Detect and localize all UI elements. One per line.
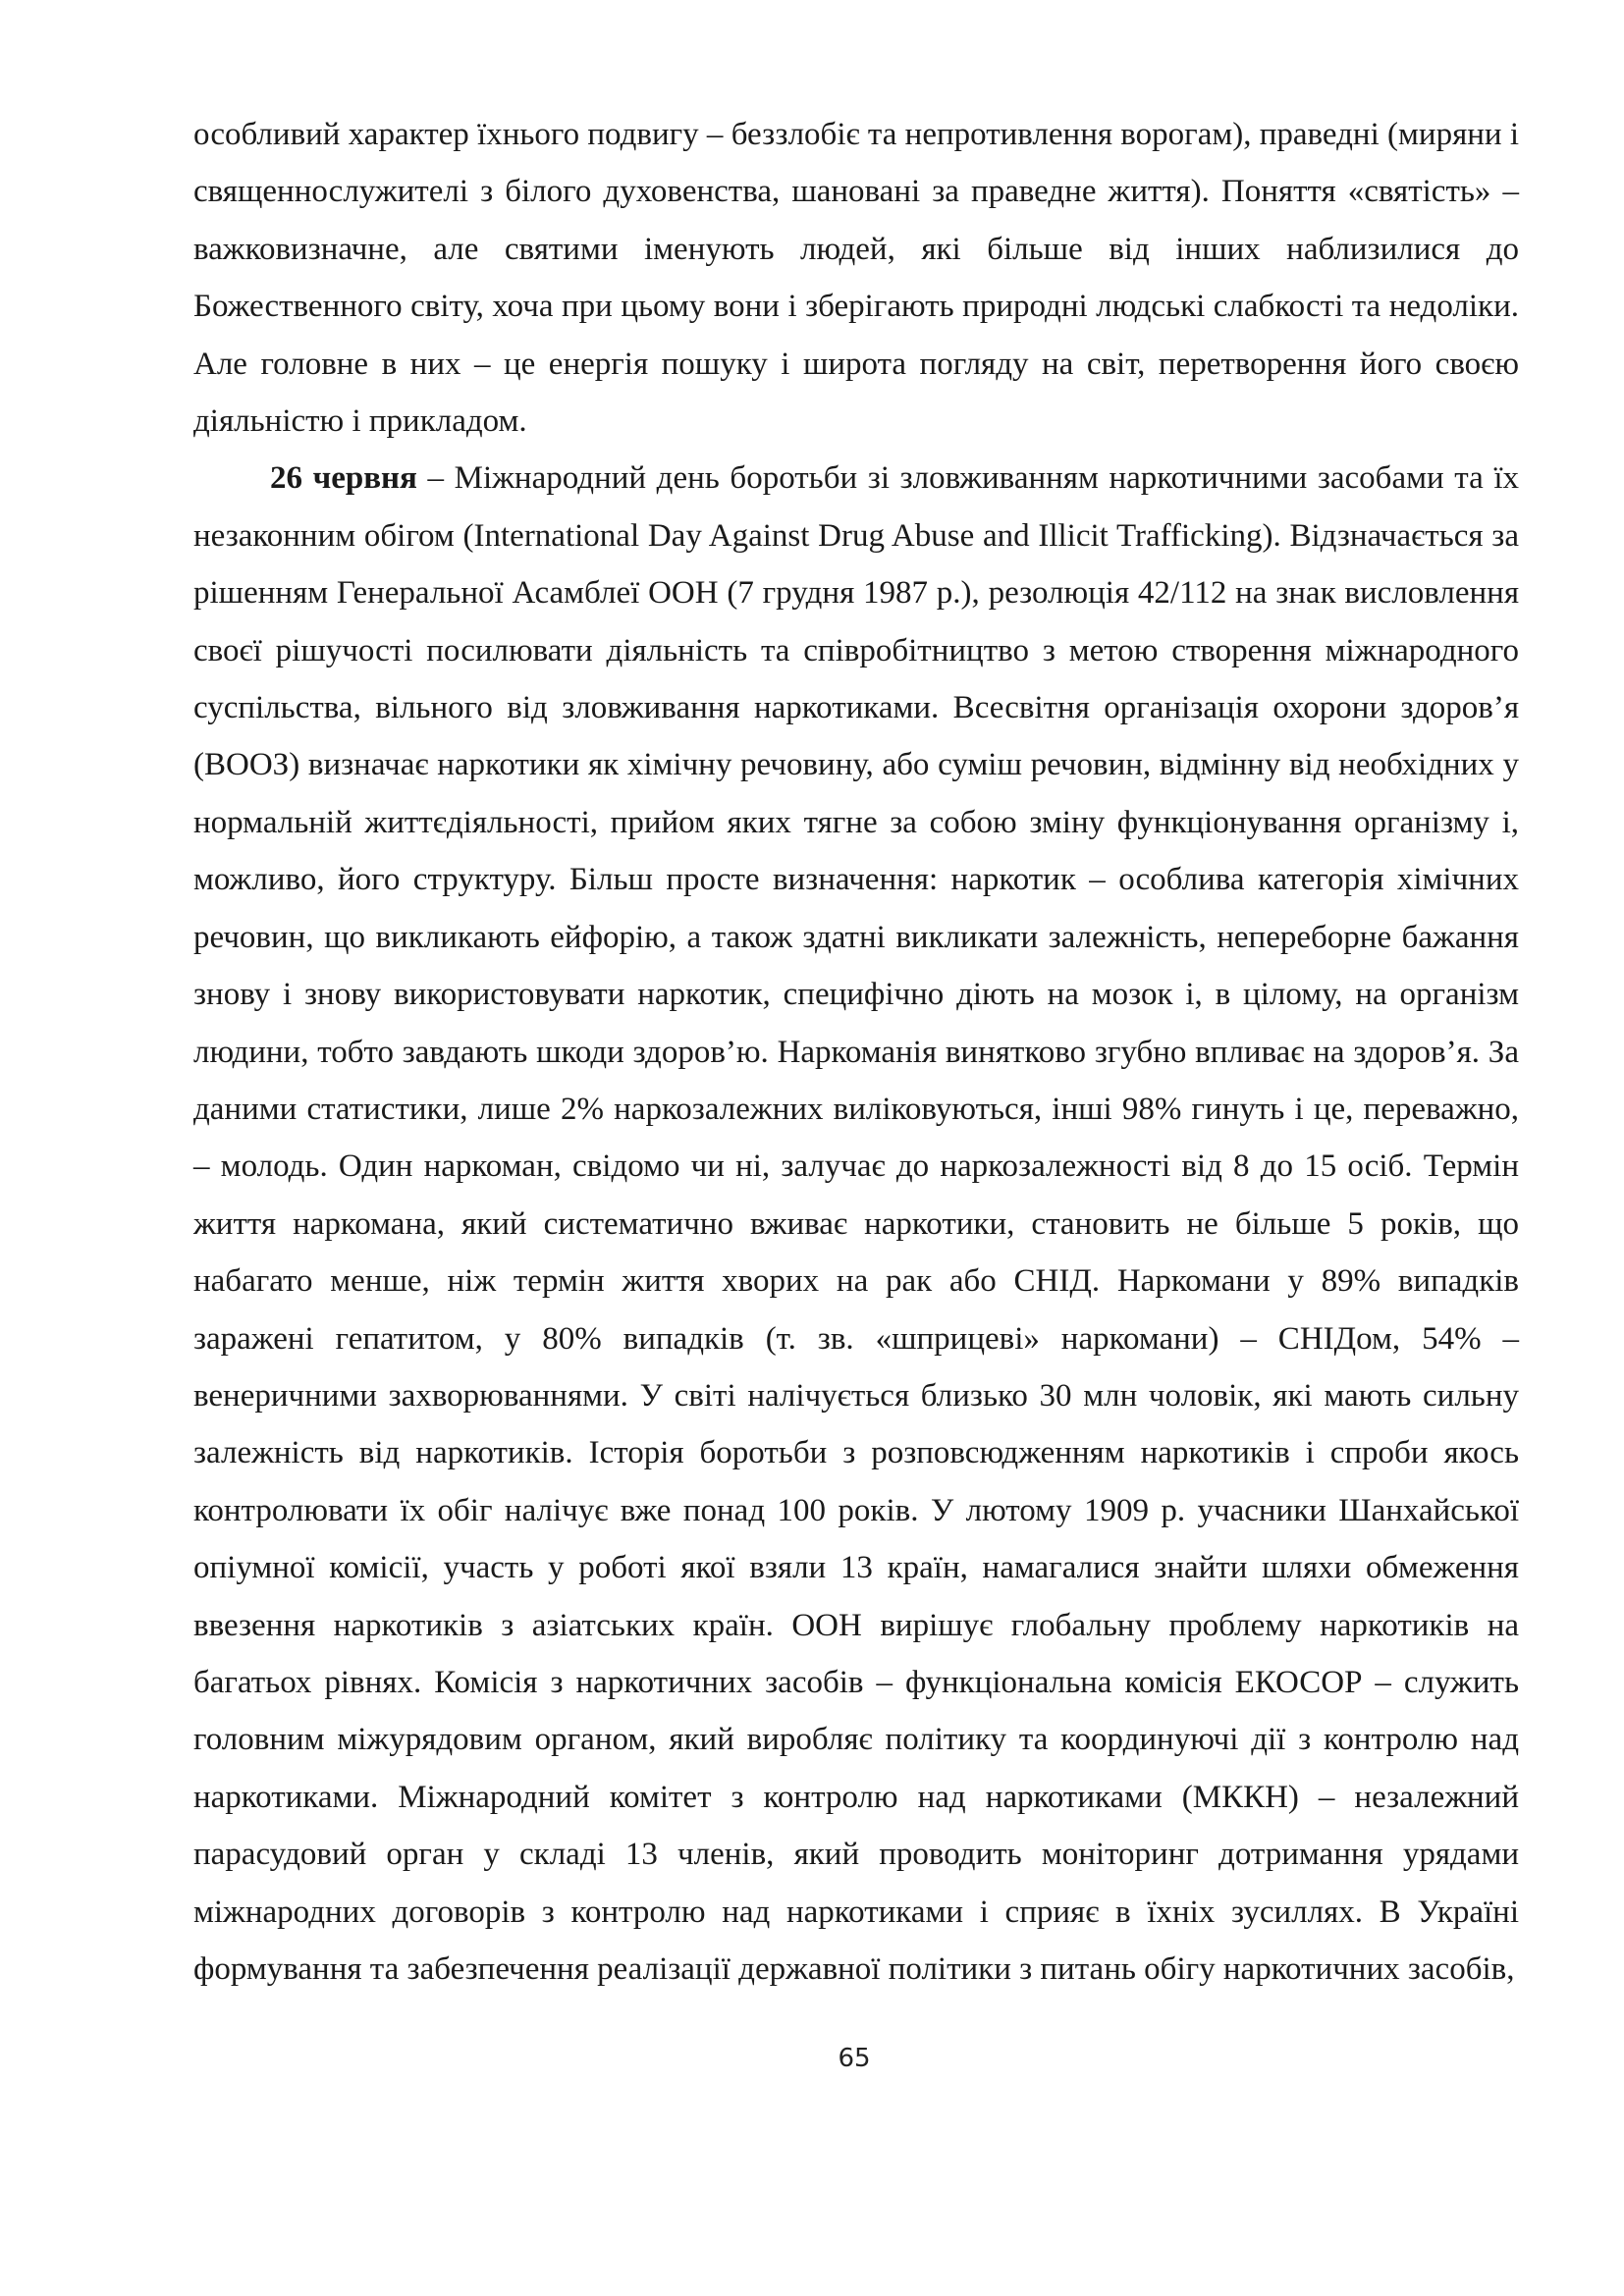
page-number: 65 [838, 2044, 871, 2073]
paragraph-june-26 [193, 450, 1519, 1998]
paragraph-saints-continuation: особливий характер їхнього подвигу – беззлобіє та непротивлення ворогам), праведні (миряни і священнослужителі з білого духовенства, шановані за праведне життя). Поняття «святість» – важковизначне, але святими іменують людей, які більше від інших наблизилися до Божественного світу, хоча при цьому вони і зберігають природні людські слабкості та недоліки. Але головне в них – це енергія пошуку і широта погляду на світ, перетворення його своєю діяльністю і прикладом. [193, 117, 1519, 440]
date-heading: 26 червня [270, 460, 417, 497]
body-text [193, 106, 1519, 1998]
paragraph-june-26-text: – Міжнародний день боротьби зі зловживанням наркотичними засобами та їх незаконним обігом (International Day Against Drug Abuse and Illicit Trafficking). Відзначається за рішенням Генеральної Асамблеї ООН (7 грудня 1987 р.), резолюція 42/112 на знак висловлення своєї рішучості посилювати діяльність та співробітництво з метою створення міжнародного суспільства, вільного від зловживання наркотиками. Всесвітня організація охорони здоров’я (ВООЗ) визначає наркотики як хімічну речовину, або суміш речовин, відмінну від необхідних у нормальній життєдіяльності, прийом яких тягне за собою зміну функціонування організму і, можливо, його структуру. Більш просте визначення: наркотик – особлива категорія хімічних речовин, що викликають ейфорію, а також здатні викликати залежність, непереборне бажання знову і знову використовувати наркотик, специфічно діють на мозок і, в цілому, на організм людини, тобто завдають шкоди здоров’ю. Наркоманія винятково згубно впливає на здоров’я. За даними статистики, лише 2% наркозалежних виліковуються, інші 98% гинуть і це, переважно, – молодь. Один наркоман, свідомо чи ні, залучає до наркозалежності від 8 до 15 осіб. Термін життя наркомана, який систематично вживає наркотики, становить не більше 5 років, що набагато менше, ніж термін життя хворих на рак або СНІД. Наркомани у 89% випадків заражені гепатитом, у 80% випадків (т. зв. «шприцеві» наркомани) – СНІДом, 54% – венеричними захворюваннями. У світі налічується близько 30 млн чоловік, які мають сильну залежність від наркотиків. Історія боротьби з розповсюдженням наркотиків і спроби якось контролювати їх обіг налічує вже понад 100 років. У лютому 1909 р. учасники Шанхайської опіумної комісії, участь у роботі якої взяли 13 країн, намагалися знайти шляхи обмеження ввезення наркотиків з азіатських країн. ООН вирішує глобальну проблему наркотиків на багатьох рівнях. Комісія з наркотичних засобів – функціональна комісія ЕКОСОР – служить головним міжурядовим органом, який виробляє політику та координуючі дії з контролю над наркотиками. Міжнародний комітет з контролю над наркотиками (МККН) – незалежний парасудовий орган у складі 13 членів, який проводить моніторинг дотримання урядами міжнародних договорів з контролю над наркотиками і сприяє в їхніх зусиллях. В Україні формування та забезпечення реалізації державної політики з питань обігу наркотичних засобів, [193, 460, 1519, 1987]
